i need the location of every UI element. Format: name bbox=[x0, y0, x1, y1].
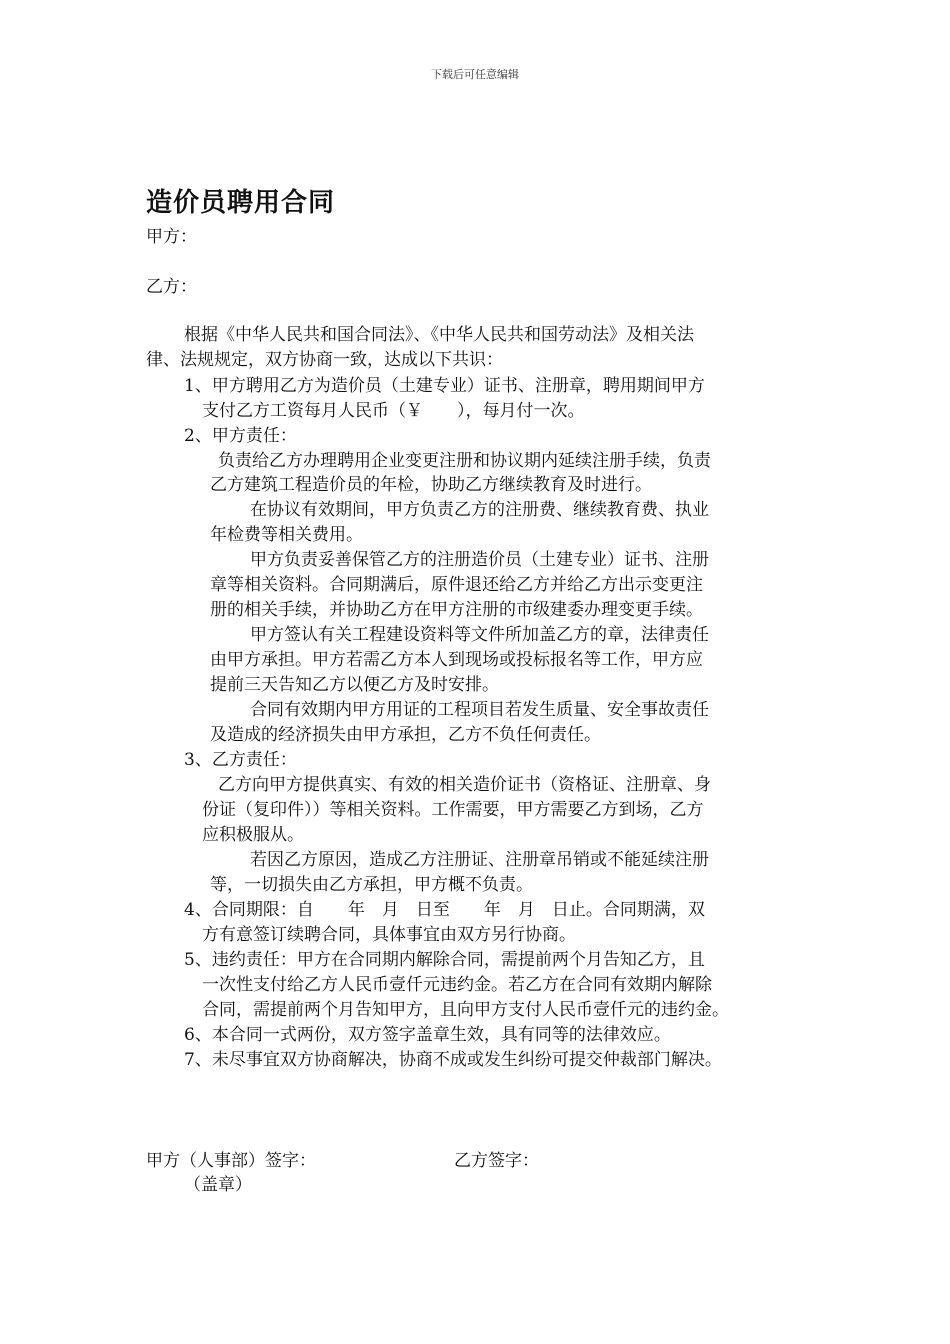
clause-5-line-2: 一次性支付给乙方人民币壹仟元违约金。若乙方在合同有效期内解除 bbox=[202, 975, 712, 995]
clause-2-item-1-line-1: 负责给乙方办理聘用企业变更注册和协议期内延续注册手续，负责 bbox=[218, 451, 711, 471]
header-note: 下载后可任意编辑 bbox=[431, 68, 519, 81]
party-b-signature-label: 乙方签字： bbox=[454, 1151, 539, 1171]
clause-1-line-1: 1、甲方聘用乙方为造价员（土建专业）证书、注册章，聘用期间甲方 bbox=[184, 376, 705, 396]
clause-4-line-1: 4、合同期限：自 年 月 日至 年 月 日止。合同期满，双 bbox=[184, 900, 705, 920]
intro-line-1: 根据《中华人民共和国合同法》、《中华人民共和国劳动法》及相关法 bbox=[184, 325, 694, 345]
clause-1-line-2: 支付乙方工资每月人民币（￥ ），每月付一次。 bbox=[202, 401, 585, 421]
clause-2-item-3-line-1: 甲方负责妥善保管乙方的注册造价员（土建专业）证书、注册 bbox=[250, 550, 709, 570]
party-a-signature-label: 甲方（人事部）签字： bbox=[146, 1151, 316, 1171]
clause-2-item-4-line-3: 提前三天告知乙方以便乙方及时安排。 bbox=[210, 675, 499, 695]
clause-2-title: 2、甲方责任： bbox=[184, 426, 297, 446]
clause-2-item-1-line-2: 乙方建筑工程造价员的年检，协助乙方继续教育及时进行。 bbox=[210, 475, 652, 495]
clause-3-item-2-line-1: 若因乙方原因，造成乙方注册证、注册章吊销或不能延续注册 bbox=[250, 850, 709, 870]
document-title: 造价员聘用合同 bbox=[146, 188, 336, 218]
clause-6: 6、本合同一式两份，双方签字盖章生效，具有同等的法律效应。 bbox=[184, 1025, 671, 1045]
clause-2-item-5-line-1: 合同有效期内甲方用证的工程项目若发生质量、安全事故责任 bbox=[250, 700, 709, 720]
intro-line-2: 律、法规规定，双方协商一致，达成以下共识： bbox=[146, 350, 503, 370]
clause-2-item-4-line-2: 由甲方承担。甲方若需乙方本人到现场或投标报名等工作，甲方应 bbox=[210, 650, 703, 670]
clause-5-line-3: 合同，需提前两个月告知甲方，且向甲方支付人民币壹仟元的违约金。 bbox=[202, 1000, 729, 1020]
clause-3-item-2-line-2: 等，一切损失由乙方承担，甲方概不负责。 bbox=[210, 875, 533, 895]
clause-3-item-1-line-2: 份证（复印件））等相关资料。工作需要，甲方需要乙方到场，乙方 bbox=[202, 800, 704, 820]
seal-label: （盖章） bbox=[184, 1175, 252, 1195]
clause-5-line-1: 5、违约责任：甲方在合同期内解除合同，需提前两个月告知乙方，且 bbox=[184, 950, 705, 970]
party-b-label: 乙方： bbox=[146, 277, 197, 297]
clause-2-item-2-line-2: 年检费等相关费用。 bbox=[210, 525, 363, 545]
clause-2-item-3-line-2: 章等相关资料。合同期满后，原件退还给乙方并给乙方出示变更注 bbox=[210, 575, 703, 595]
clause-3-title: 3、乙方责任： bbox=[184, 750, 297, 770]
clause-4-line-2: 方有意签订续聘合同，具体事宜由双方另行协商。 bbox=[202, 925, 576, 945]
clause-7: 7、未尽事宜双方协商解决，协商不成或发生纠纷可提交仲裁部门解决。 bbox=[184, 1050, 722, 1070]
clause-2-item-4-line-1: 甲方签认有关工程建设资料等文件所加盖乙方的章，法律责任 bbox=[250, 625, 709, 645]
clause-2-item-2-line-1: 在协议有效期间，甲方负责乙方的注册费、继续教育费、执业 bbox=[250, 500, 709, 520]
party-a-label: 甲方： bbox=[146, 227, 197, 247]
clause-3-item-1-line-3: 应积极服从。 bbox=[202, 825, 304, 845]
clause-2-item-5-line-2: 及造成的经济损失由甲方承担，乙方不负任何责任。 bbox=[210, 725, 601, 745]
clause-3-item-1-line-1: 乙方向甲方提供真实、有效的相关造价证书（资格证、注册章、身 bbox=[218, 775, 711, 795]
clause-2-item-3-line-3: 册的相关手续，并协助乙方在甲方注册的市级建委办理变更手续。 bbox=[210, 600, 703, 620]
